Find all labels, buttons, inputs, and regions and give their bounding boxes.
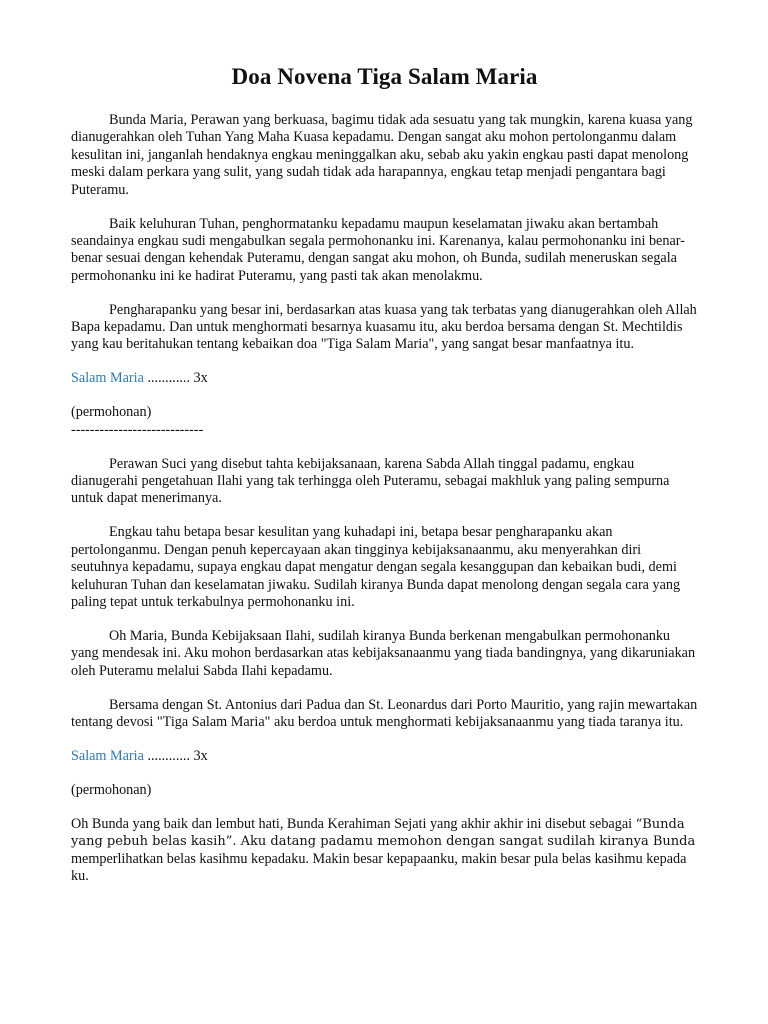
salam-maria-link-2[interactable]: Salam Maria — [71, 747, 144, 764]
paragraph-8-part-c: memperlihatkan belas kasihmu kepadaku. Makin besar kepapaanku, makin besar pula belas kasihmu kepada ku. — [71, 850, 687, 884]
permohonan-label: (permohonan) — [71, 404, 152, 421]
paragraph-8 — [71, 816, 698, 886]
paragraph-5: Engkau tahu betapa besar kesulitan yang kuhadapi ini, betapa besar pengharapanku akan pertolonganmu. Dengan penuh kepercayaan akan tingginya kebijaksanaanmu, aku menyerahkan diri seutuhnya kepadamu, supaya engkau dapat mengatur dengan segala kesanggupan dan kebaikan budi, demi keluhuran Tuhan dan keselamatan jiwaku. Sudilah kiranya Bunda dapat menolong dengan segala cara yang paling tepat untuk terkabulnya permohonanku ini. — [71, 524, 681, 610]
paragraph-7: Bersama dengan St. Antonius dari Padua dan St. Leonardus dari Porto Mauritio, yang rajin mewartakan tentang devosi "Tiga Salam Maria" aku berdoa untuk menghormati kebijaksanaanmu yang tiada taranya itu. — [71, 696, 698, 730]
paragraph-1: Bunda Maria, Perawan yang berkuasa, bagimu tidak ada sesuatu yang tak mungkin, karena kuasa yang dianugerahkan oleh Tuhan Yang Maha Kuasa kepadamu. Dengan sangat aku mohon pertolonganmu dalam kesulitan ini, janganlah hendaknya engkau meninggalkan aku, sebab aku yakin engkau pasti dapat menolong meski dalam perkara yang sulit, yang sudah tidak ada harapannya, engkau tetap menjadi pengantara bagi Puteramu. — [71, 112, 693, 198]
paragraph-2: Baik keluhuran Tuhan, penghormatanku kepadamu maupun keselamatan jiwaku akan bertambah seandainya engkau sudi mengabulkan segala permohonanku ini. Karenanya, kalau permohonanku ini benar-benar sesuai dengan kehendak Puteramu, dengan sangat aku mohon, oh Bunda, sudilah meneruskan segala permohonanku ini ke hadirat Puteramu, yang pasti tak akan menolakmu. — [71, 215, 685, 284]
paragraph-8-part-b: “Bunda yang pebuh belas kasih”. Aku datang padamu memohon dengan sangat sudilah kiranya Bunda — [71, 816, 696, 850]
divider-line: ---------------------------- — [71, 421, 204, 438]
salam-maria-line-2 — [71, 748, 698, 765]
salam-maria-line — [71, 370, 698, 387]
paragraph-3: Pengharapanku yang besar ini, berdasarkan atas kuasa yang tak terbatas yang dianugerahkan oleh Allah Bapa kepadamu. Dan untuk menghormati besarnya kuasamu itu, aku berdoa bersama dengan St. Mechtildis yang kau beritahukan tentang kebaikan doa "Tiga Salam Maria", yang sangat besar manfaatnya itu. — [71, 301, 697, 353]
paragraph-4: Perawan Suci yang disebut tahta kebijaksanaan, karena Sabda Allah tinggal padamu, engkau dianugerahi pengetahuan Ilahi yang tak terhingga oleh Puteramu, sebagai makhluk yang paling sempurna untuk dapat menerimanya. — [71, 455, 670, 507]
salam-count-2: ............ 3x — [143, 747, 208, 764]
permohonan-label-2: (permohonan) — [71, 781, 152, 798]
paragraph-6: Oh Maria, Bunda Kebijaksaan Ilahi, sudilah kiranya Bunda berkenan mengabulkan permohonanku yang mendesak ini. Aku mohon berdasarkan atas kebijaksanaanmu yang tiada bandingnya, yang dikaruniakan oleh Puteramu melalui Sabda Ilahi kepadamu. — [71, 627, 696, 679]
page-title: Doa Novena Tiga Salam Maria — [231, 64, 538, 89]
salam-count: ............ 3x — [143, 370, 208, 387]
salam-maria-link[interactable]: Salam Maria — [71, 370, 144, 387]
paragraph-8-part-a: Oh Bunda yang baik dan lembut hati, Bunda Kerahiman Sejati yang akhir akhir ini disebut sebagai — [71, 815, 636, 832]
